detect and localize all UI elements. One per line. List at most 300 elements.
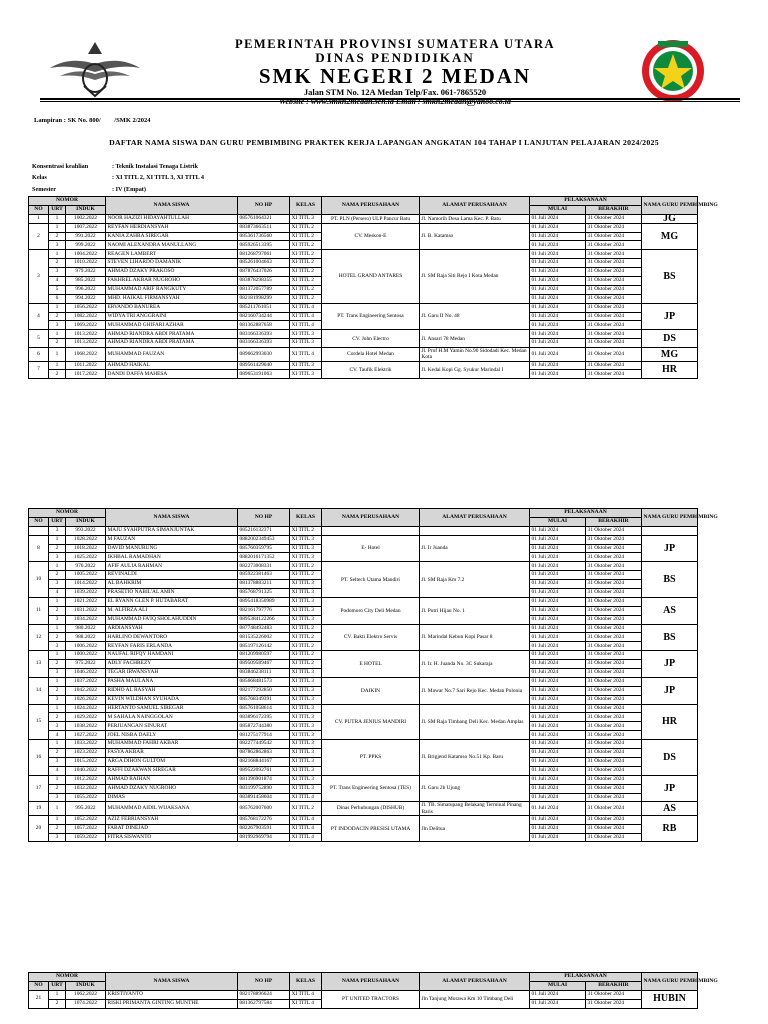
row-phone: 089653191063 xyxy=(238,370,290,379)
header-urt: URT xyxy=(49,205,66,214)
row-start-date: 01 Juli 2024 xyxy=(530,824,586,833)
table-row xyxy=(29,740,698,749)
row-class: XI TITL 2 xyxy=(290,277,322,286)
group-company: PT. PLN (Persero) ULP Pancur Batu xyxy=(322,214,420,223)
row-induk: 1062.2022 xyxy=(66,990,106,999)
header-no-hp: NO HP xyxy=(238,973,290,991)
group-company: CV. PUTRA JENIUS MANDIRI xyxy=(322,704,420,740)
group-address: Jl. Ir Juanda xyxy=(420,535,530,562)
row-student-name: M. ALFIRZA ALI xyxy=(106,606,238,615)
row-induk: 999.2022 xyxy=(66,241,106,250)
row-student-name: M FAUZAN xyxy=(106,535,238,544)
row-urt: 1 xyxy=(49,704,66,713)
row-start-date: 01 Juli 2024 xyxy=(530,677,586,686)
row-student-name: AHMAD RIANDRA ABDI PRATAMA xyxy=(106,339,238,348)
row-student-name: NOOR HAZIZI HIDAYAHTULLAH xyxy=(106,214,238,223)
meta-value: : XI TITL 2, XI TITL 3, XI TITL 4 xyxy=(112,174,204,181)
row-student-name: FITRA SISWANTO xyxy=(106,833,238,842)
row-end-date: 31 Oktober 2024 xyxy=(586,571,642,580)
row-end-date: 31 Oktober 2024 xyxy=(586,526,642,535)
row-phone: 081362797584 xyxy=(238,999,290,1008)
row-student-name: ERVANDO BANUREA xyxy=(106,303,238,312)
row-end-date: 31 Oktober 2024 xyxy=(586,999,642,1008)
row-induk: 1046.2022 xyxy=(66,669,106,678)
row-induk: 1056.2022 xyxy=(66,303,106,312)
group-guru xyxy=(642,526,698,535)
row-induk: 1037.2022 xyxy=(66,677,106,686)
table-row xyxy=(29,677,698,686)
row-phone: 082181998299 xyxy=(238,294,290,303)
row-end-date: 31 Oktober 2024 xyxy=(586,553,642,562)
row-class: XI TITL 3 xyxy=(290,686,322,695)
table-row xyxy=(29,990,698,999)
row-urt: 2 xyxy=(49,370,66,379)
table-row xyxy=(29,361,698,370)
row-student-name: AZIZ FEBRIANSYAH xyxy=(106,815,238,824)
row-class: XI TITL 3 xyxy=(290,749,322,758)
row-induk: 1027.2022 xyxy=(66,731,106,740)
row-phone: 083166336393 xyxy=(238,339,290,348)
row-end-date: 31 Oktober 2024 xyxy=(586,669,642,678)
row-phone: 089509589467 xyxy=(238,660,290,669)
row-end-date: 31 Oktober 2024 xyxy=(586,232,642,241)
row-class: XI TITL 3 xyxy=(290,740,322,749)
row-class: XI TITL 2 xyxy=(290,241,322,250)
group-guru: BS xyxy=(642,624,698,651)
row-induk: 1055.2022 xyxy=(66,793,106,802)
row-student-name: RISKI PRIMANTA GINTING MUNTHE xyxy=(106,999,238,1008)
row-induk: 1033.2022 xyxy=(66,740,106,749)
row-start-date: 01 Juli 2024 xyxy=(530,232,586,241)
row-student-name: MUHAMMAD ARIF RANGKUTY xyxy=(106,285,238,294)
row-class: XI TITL 2 xyxy=(290,571,322,580)
row-end-date: 31 Oktober 2024 xyxy=(586,775,642,784)
row-class: XI TITL 3 xyxy=(290,580,322,589)
row-class: XI TITL 2 xyxy=(290,802,322,815)
group-guru: BS xyxy=(642,562,698,598)
row-start-date: 01 Juli 2024 xyxy=(530,259,586,268)
row-end-date: 31 Oktober 2024 xyxy=(586,642,642,651)
header-no-hp: NO HP xyxy=(238,197,290,215)
group-number: 16 xyxy=(29,740,49,776)
group-number: 21 xyxy=(29,990,49,1008)
student-table-page-3 xyxy=(28,972,718,1009)
row-phone: 085762007600 xyxy=(238,802,290,815)
row-class: XI TITL 3 xyxy=(290,766,322,775)
row-induk: 1015.2022 xyxy=(66,757,106,766)
row-induk: 1006.2022 xyxy=(66,642,106,651)
row-phone: 082177292850 xyxy=(238,686,290,695)
row-student-name: FAKHREL AKBAR NUGROHO xyxy=(106,277,238,286)
row-end-date: 31 Oktober 2024 xyxy=(586,624,642,633)
row-start-date: 01 Juli 2024 xyxy=(530,775,586,784)
row-start-date: 01 Juli 2024 xyxy=(530,277,586,286)
row-class: XI TITL 4 xyxy=(290,815,322,824)
row-class: XI TITL 3 xyxy=(290,361,322,370)
row-class: XI TITL 3 xyxy=(290,722,322,731)
row-phone: 083891458604 xyxy=(238,793,290,802)
row-class: XI TITL 2 xyxy=(290,259,322,268)
row-phone: 085872744380 xyxy=(238,722,290,731)
row-urt: 1 xyxy=(49,348,66,361)
table-row xyxy=(29,802,698,815)
row-end-date: 31 Oktober 2024 xyxy=(586,686,642,695)
group-guru: RB xyxy=(642,815,698,842)
row-urt: 2 xyxy=(49,784,66,793)
row-end-date: 31 Oktober 2024 xyxy=(586,757,642,766)
header-induk: INDUK xyxy=(66,205,106,214)
row-end-date: 31 Oktober 2024 xyxy=(586,633,642,642)
group-company: HOTEL GRAND ANTARES xyxy=(322,250,420,303)
group-guru: BS xyxy=(642,250,698,303)
row-induk: 975.2022 xyxy=(66,660,106,669)
row-student-name: DANDI DAFFA MAHESA xyxy=(106,370,238,379)
table-row xyxy=(29,597,698,606)
row-class: XI TITL 3 xyxy=(290,606,322,615)
header-berakhir: BERAKHIR xyxy=(586,981,642,990)
row-end-date: 31 Oktober 2024 xyxy=(586,241,642,250)
lampiran-label: Lampiran : SK No. 800/ xyxy=(34,117,101,124)
row-urt: 2 xyxy=(49,571,66,580)
row-start-date: 01 Juli 2024 xyxy=(530,562,586,571)
row-phone: 081362887658 xyxy=(238,321,290,330)
row-induk: 1068.2022 xyxy=(66,348,106,361)
header-row xyxy=(29,973,698,982)
row-student-name: MUHAMMAD FA'IQ SHOLAHUDDIN xyxy=(106,615,238,624)
table-row xyxy=(29,348,698,361)
header-berakhir: BERAKHIR xyxy=(586,205,642,214)
letterhead-rule xyxy=(40,98,740,100)
row-phone: 081992969794 xyxy=(238,833,290,842)
row-induk: 1034.2022 xyxy=(66,615,106,624)
row-phone: 087876437026 xyxy=(238,268,290,277)
header-mulai: MULAI xyxy=(530,205,586,214)
row-start-date: 01 Juli 2024 xyxy=(530,339,586,348)
row-phone: 081535226002 xyxy=(238,633,290,642)
table-row xyxy=(29,775,698,784)
row-start-date: 01 Juli 2024 xyxy=(530,285,586,294)
row-induk: 1026.2022 xyxy=(66,695,106,704)
row-urt: 3 xyxy=(49,695,66,704)
row-class: XI TITL 2 xyxy=(290,223,322,232)
row-start-date: 01 Juli 2024 xyxy=(530,784,586,793)
row-phone: 082168844167 xyxy=(238,757,290,766)
row-end-date: 31 Oktober 2024 xyxy=(586,695,642,704)
table-row xyxy=(29,330,698,339)
row-class: XI TITL 4 xyxy=(290,999,322,1008)
province-logo-icon xyxy=(40,38,150,98)
meta-value: : IV (Empat) xyxy=(112,186,146,193)
row-student-name: MUHAMMAD FAUZAN xyxy=(106,348,238,361)
row-urt: 2 xyxy=(49,633,66,642)
row-end-date: 31 Oktober 2024 xyxy=(586,370,642,379)
row-class: XI TITL 3 xyxy=(290,553,322,562)
group-number: 19 xyxy=(29,802,49,815)
row-student-name: M SAHALA NAINGGOLAN xyxy=(106,713,238,722)
row-end-date: 31 Oktober 2024 xyxy=(586,651,642,660)
header-nama-perusahaan: NAMA PERUSAHAAN xyxy=(322,973,420,991)
row-induk: 1042.2022 xyxy=(66,686,106,695)
row-class: XI TITL 2 xyxy=(290,660,322,669)
row-urt: 2 xyxy=(49,339,66,348)
row-end-date: 31 Oktober 2024 xyxy=(586,677,642,686)
row-start-date: 01 Juli 2024 xyxy=(530,660,586,669)
row-urt: 2 xyxy=(49,999,66,1008)
group-address: Jl. Marindal Kebun Kopi Pasar 8 xyxy=(420,624,530,651)
row-class: XI TITL 2 xyxy=(290,232,322,241)
row-student-name: KRISTIYANTO xyxy=(106,990,238,999)
group-guru: JP xyxy=(642,677,698,704)
row-student-name: IKHBAL RAMADHAN xyxy=(106,553,238,562)
row-induk: 1000.2022 xyxy=(66,651,106,660)
row-class: XI TITL 3 xyxy=(290,731,322,740)
row-phone: 085768791325 xyxy=(238,589,290,598)
group-number: 20 xyxy=(29,815,49,842)
group-address: Jl. Mawar No.7 Sari Rejo Kec. Medan Polonia xyxy=(420,677,530,704)
row-induk: 1002.2022 xyxy=(66,214,106,223)
row-phone: 085761058614 xyxy=(238,704,290,713)
row-end-date: 31 Oktober 2024 xyxy=(586,294,642,303)
row-student-name: NAOMI ALEXANDRA MANULLANG xyxy=(106,241,238,250)
lampiran xyxy=(34,117,163,124)
row-induk: 993.2022 xyxy=(66,526,106,535)
header-induk: INDUK xyxy=(66,981,106,990)
row-student-name: WIDYA TRI ANGGRAINI xyxy=(106,312,238,321)
group-address: Jl. B. Katamso xyxy=(420,223,530,250)
group-guru: AS xyxy=(642,802,698,815)
header-nama-perusahaan: NAMA PERUSAHAAN xyxy=(322,197,420,215)
row-urt: 1 xyxy=(49,223,66,232)
row-induk: 996.2022 xyxy=(66,285,106,294)
header-urt: URT xyxy=(49,981,66,990)
header-mulai: MULAI xyxy=(530,517,586,526)
row-induk: 1013.2022 xyxy=(66,339,106,348)
row-start-date: 01 Juli 2024 xyxy=(530,606,586,615)
row-induk: 1059.2022 xyxy=(66,833,106,842)
row-induk: 980.2022 xyxy=(66,624,106,633)
row-start-date: 01 Juli 2024 xyxy=(530,348,586,361)
row-student-name: DAVID MANURUNG xyxy=(106,544,238,553)
row-induk: 976.2022 xyxy=(66,562,106,571)
row-start-date: 01 Juli 2024 xyxy=(530,223,586,232)
row-class: XI TITL 2 xyxy=(290,268,322,277)
row-induk: 1004.2022 xyxy=(66,250,106,259)
row-urt: 3 xyxy=(49,722,66,731)
row-end-date: 31 Oktober 2024 xyxy=(586,802,642,815)
school-contact: Website : www.smkn2medan.sch.id Email : smkn2medan@yahoo.co.id xyxy=(278,97,511,106)
row-urt: 4 xyxy=(49,731,66,740)
row-start-date: 01 Juli 2024 xyxy=(530,633,586,642)
row-start-date: 01 Juli 2024 xyxy=(530,740,586,749)
row-start-date: 01 Juli 2024 xyxy=(530,268,586,277)
row-end-date: 31 Oktober 2024 xyxy=(586,722,642,731)
row-student-name: AHMAD RIANDRA ABDI PRATAMA xyxy=(106,330,238,339)
row-student-name: STEVEN LIHARDO DAMANIK xyxy=(106,259,238,268)
group-number: 7 xyxy=(29,361,49,379)
row-end-date: 31 Oktober 2024 xyxy=(586,793,642,802)
row-class: XI TITL 2 xyxy=(290,285,322,294)
row-student-name: AFIF AULIA RAHMAN xyxy=(106,562,238,571)
row-start-date: 01 Juli 2024 xyxy=(530,766,586,775)
meta-row xyxy=(32,163,198,170)
row-student-name: FASYA AKBAR xyxy=(106,749,238,758)
group-address: Jl. Putri Hijau No. 1 xyxy=(420,597,530,624)
header-pelaksanaan: PELAKSANAAN xyxy=(530,973,642,982)
row-start-date: 01 Juli 2024 xyxy=(530,704,586,713)
row-phone: 083166336393 xyxy=(238,330,290,339)
row-phone: 081209980597 xyxy=(238,651,290,660)
group-address: Jl. SM Raja Km 7.2 xyxy=(420,562,530,598)
row-urt: 1 xyxy=(49,361,66,370)
row-end-date: 31 Oktober 2024 xyxy=(586,731,642,740)
row-urt: 6 xyxy=(49,294,66,303)
row-induk: 988.2022 xyxy=(66,633,106,642)
row-phone: 085668481573 xyxy=(238,677,290,686)
header-urt: URT xyxy=(49,517,66,526)
row-urt: 1 xyxy=(49,597,66,606)
table-row xyxy=(29,815,698,824)
row-start-date: 01 Juli 2024 xyxy=(530,294,586,303)
row-urt: 1 xyxy=(49,562,66,571)
row-phone: 081378883211 xyxy=(238,580,290,589)
row-end-date: 31 Oktober 2024 xyxy=(586,312,642,321)
row-phone: 085216132371 xyxy=(238,526,290,535)
row-start-date: 01 Juli 2024 xyxy=(530,330,586,339)
row-phone: 081372057789 xyxy=(238,285,290,294)
row-phone: 087748492483 xyxy=(238,624,290,633)
group-company: Dinas Perhubungan (DISHUB) xyxy=(322,802,420,815)
row-urt: 1 xyxy=(49,651,66,660)
row-urt: 1 xyxy=(49,250,66,259)
row-phone: 082277449542 xyxy=(238,740,290,749)
group-company: PT. PPKS xyxy=(322,740,420,776)
group-company: PT UNITED TRACTORS xyxy=(322,990,420,1008)
group-guru: DS xyxy=(642,330,698,348)
group-guru: DS xyxy=(642,740,698,776)
row-phone: 083873663511 xyxy=(238,223,290,232)
row-start-date: 01 Juli 2024 xyxy=(530,731,586,740)
row-induk: 1029.2022 xyxy=(66,713,106,722)
table-row xyxy=(29,704,698,713)
group-guru: JG xyxy=(642,214,698,223)
row-urt: 4 xyxy=(49,589,66,598)
row-start-date: 01 Juli 2024 xyxy=(530,580,586,589)
group-guru: JP xyxy=(642,775,698,802)
row-phone: 082160734244 xyxy=(238,312,290,321)
row-class: XI TITL 4 xyxy=(290,833,322,842)
row-student-name: REYFAN FARIS ERLANDA xyxy=(106,642,238,651)
row-start-date: 01 Juli 2024 xyxy=(530,833,586,842)
group-company: Cordela Hotel Medan xyxy=(322,348,420,361)
row-phone: 082178896624 xyxy=(238,990,290,999)
row-phone: 085211761051 xyxy=(238,303,290,312)
row-student-name: AHMAD DZAKY NUGROHO xyxy=(106,784,238,793)
row-induk: 1012.2022 xyxy=(66,775,106,784)
row-urt: 3 xyxy=(49,526,66,535)
row-urt: 2 xyxy=(49,686,66,695)
header-alamat-perusahaan: ALAMAT PERUSAHAAN xyxy=(420,197,530,215)
group-company xyxy=(322,526,420,535)
group-company: PT INDODACIN PRESISI UTAMA xyxy=(322,815,420,842)
row-student-name: NAUFAL RIFQY HAMDANI xyxy=(106,651,238,660)
row-phone: 081268797061 xyxy=(238,250,290,259)
row-induk: 1011.2022 xyxy=(66,361,106,370)
row-induk: 1024.2022 xyxy=(66,704,106,713)
row-student-name: REAGEN LAMBERT xyxy=(106,250,238,259)
group-company: CV. Meskon-E xyxy=(322,223,420,250)
group-company: CV. John Electro xyxy=(322,330,420,348)
row-start-date: 01 Juli 2024 xyxy=(530,571,586,580)
row-end-date: 31 Oktober 2024 xyxy=(586,713,642,722)
row-class: XI TITL 3 xyxy=(290,677,322,686)
row-class: XI TITL 3 xyxy=(290,330,322,339)
row-end-date: 31 Oktober 2024 xyxy=(586,268,642,277)
row-end-date: 31 Oktober 2024 xyxy=(586,990,642,999)
row-end-date: 31 Oktober 2024 xyxy=(586,361,642,370)
row-induk: 1031.2022 xyxy=(66,606,106,615)
row-induk: 1040.2022 xyxy=(66,766,106,775)
meta-row xyxy=(32,186,146,193)
row-end-date: 31 Oktober 2024 xyxy=(586,740,642,749)
row-student-name: PRASETIO NABIL'AL AMIN xyxy=(106,589,238,598)
school-name: SMK NEGERI 2 MEDAN xyxy=(258,64,532,88)
group-address: Jl. Namorih Desa Lama Kec. P. Batu xyxy=(420,214,530,223)
group-guru: AS xyxy=(642,597,698,624)
row-induk: 1021.2022 xyxy=(66,597,106,606)
group-guru: JP xyxy=(642,535,698,562)
row-start-date: 01 Juli 2024 xyxy=(530,553,586,562)
group-company: PT. Trans Engineering Sentosa (TES) xyxy=(322,775,420,802)
row-induk: 1013.2022 xyxy=(66,330,106,339)
row-induk: 1032.2022 xyxy=(66,784,106,793)
row-urt: 1 xyxy=(49,677,66,686)
row-urt: 1 xyxy=(49,740,66,749)
row-start-date: 01 Juli 2024 xyxy=(530,802,586,815)
row-end-date: 31 Oktober 2024 xyxy=(586,303,642,312)
row-urt: 3 xyxy=(49,757,66,766)
row-urt: 2 xyxy=(49,660,66,669)
row-end-date: 31 Oktober 2024 xyxy=(586,833,642,842)
row-class: XI TITL 2 xyxy=(290,526,322,535)
row-start-date: 01 Juli 2024 xyxy=(530,597,586,606)
header-guru-pembimbing: NAMA GURU PEMBIMBING xyxy=(642,197,698,215)
meta-key: Konsentrasi keahlian xyxy=(32,163,89,170)
row-start-date: 01 Juli 2024 xyxy=(530,815,586,824)
row-phone: 083878298355 xyxy=(238,277,290,286)
row-student-name: JOEL NISBA DAELY xyxy=(106,731,238,740)
group-address: Jln Tanjung Morawa Km 10 Timbang Deli xyxy=(420,990,530,1008)
header-kelas: KELAS xyxy=(290,509,322,527)
group-company: DAIKIN xyxy=(322,677,420,704)
group-address: Jln Delitua xyxy=(420,815,530,842)
header-no-hp: NO HP xyxy=(238,509,290,527)
table-row xyxy=(29,223,698,232)
row-start-date: 01 Juli 2024 xyxy=(530,312,586,321)
header-alamat-perusahaan: ALAMAT PERUSAHAAN xyxy=(420,509,530,527)
row-class: XI TITL 2 xyxy=(290,633,322,642)
row-induk: 1082.2022 xyxy=(66,312,106,321)
row-urt: 1 xyxy=(49,214,66,223)
row-urt: 2 xyxy=(49,749,66,758)
group-address: Jl. Ansari 78 Medan xyxy=(420,330,530,348)
row-student-name: ADLY FACHREZY xyxy=(106,660,238,669)
group-address: Jl. Garu 2b Ujung xyxy=(420,775,530,802)
row-phone: 083896172395 xyxy=(238,713,290,722)
student-table-page-2 xyxy=(28,508,718,842)
group-address xyxy=(420,526,530,535)
row-end-date: 31 Oktober 2024 xyxy=(586,815,642,824)
row-end-date: 31 Oktober 2024 xyxy=(586,348,642,361)
